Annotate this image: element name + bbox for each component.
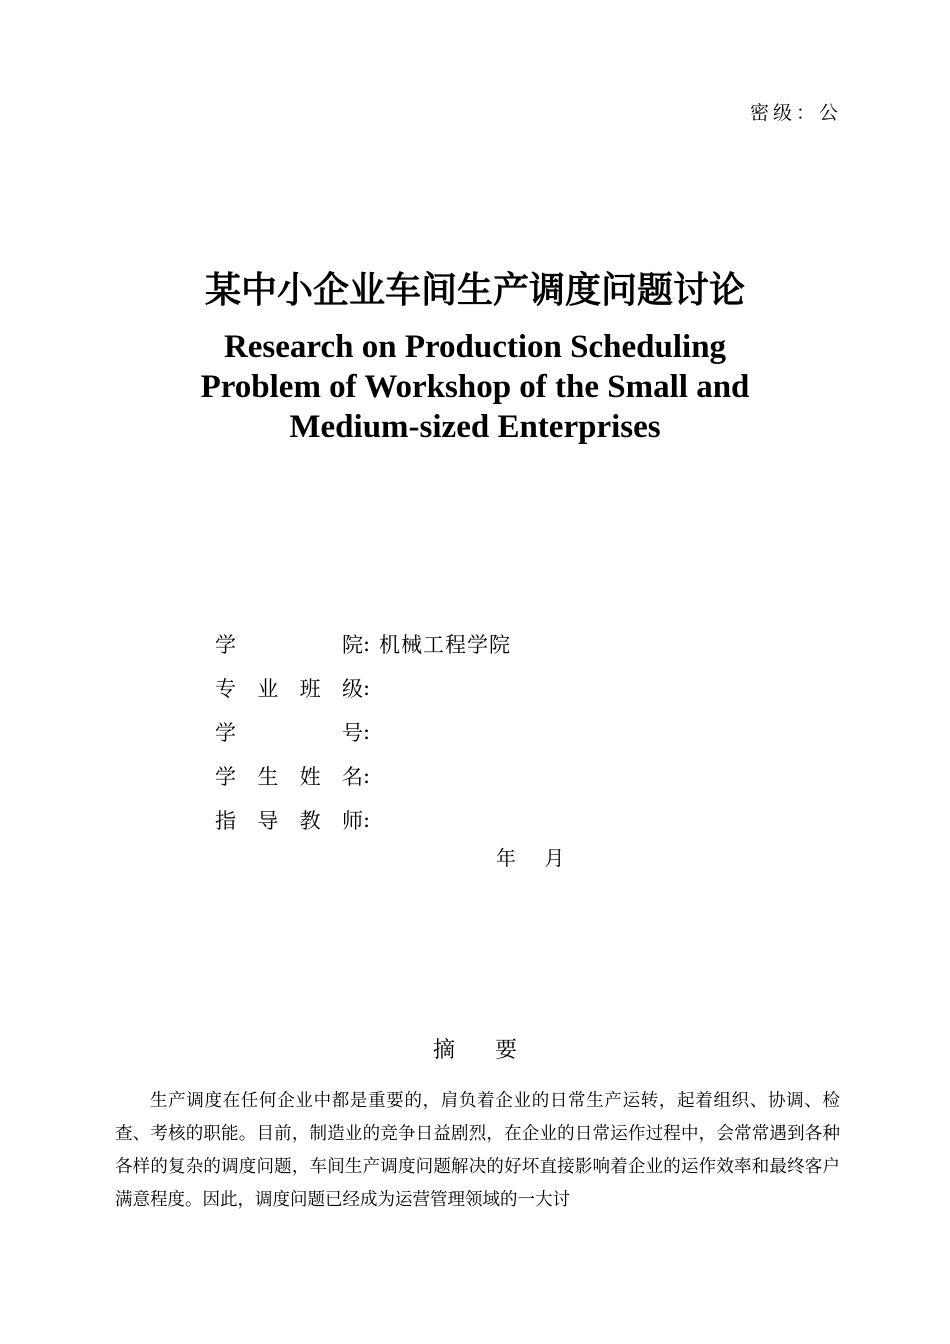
info-label-char: 生 [257,765,279,789]
security-level: 密级：公 [749,102,842,124]
info-label-char: 业 [257,677,279,701]
info-label [215,805,363,835]
info-label [215,673,363,703]
info-label [215,761,363,791]
info-label-char: 学 [215,633,236,657]
student-info-block [215,622,511,842]
info-label-char: 指 [215,809,236,833]
info-label [215,717,363,747]
info-colon: : [363,720,371,744]
info-colon: : [363,632,371,656]
info-row-college [215,622,511,666]
info-label-char: 院 [342,633,363,657]
info-label-char: 班 [299,677,321,701]
abstract-body: 生产调度在任何企业中都是重要的，肩负着企业的日常生产运转，起着组织、协调、检查、考核的职能。目前，制造业的竞争日益剧烈，在企业的日常运作过程中，会常常遇到各种各样的复杂的调度问题，车间生产调度问题解决的好坏直接影响着企业的运作效率和最终客户满意程度。因此，调度问题已经成为运营管理领域的一大讨 [115,1091,840,1210]
info-label-char: 学 [215,721,236,745]
info-label-char: 师 [341,809,363,833]
info-row-student-id [215,710,511,754]
info-label-char: 导 [257,809,279,833]
info-value: 机械工程学院 [379,633,511,657]
english-title-line: Research on Production Scheduling [223,329,727,365]
info-label-char: 名 [341,765,363,789]
info-colon: : [363,676,371,700]
info-row-class [215,666,511,710]
info-row-student-name [215,754,511,798]
english-title [0,327,950,447]
info-label [215,629,363,659]
info-label-char: 号 [342,721,363,745]
info-label-char: 学 [215,765,236,789]
info-label-char: 姓 [299,765,321,789]
abstract-heading: 摘要 [432,1038,557,1063]
info-label-char: 专 [215,677,236,701]
date-line: 年 月 [496,846,565,870]
english-title-line: Problem of Workshop of the Small and [200,369,750,405]
info-label-char: 级 [341,677,363,701]
info-label-char: 教 [299,809,321,833]
english-title-line: Medium-sized Enterprises [289,409,661,445]
info-row-advisor [215,798,511,842]
chinese-title: 某中小企业车间生产调度问题讨论 [204,270,745,311]
info-colon: : [363,764,371,788]
info-colon: : [363,808,371,832]
